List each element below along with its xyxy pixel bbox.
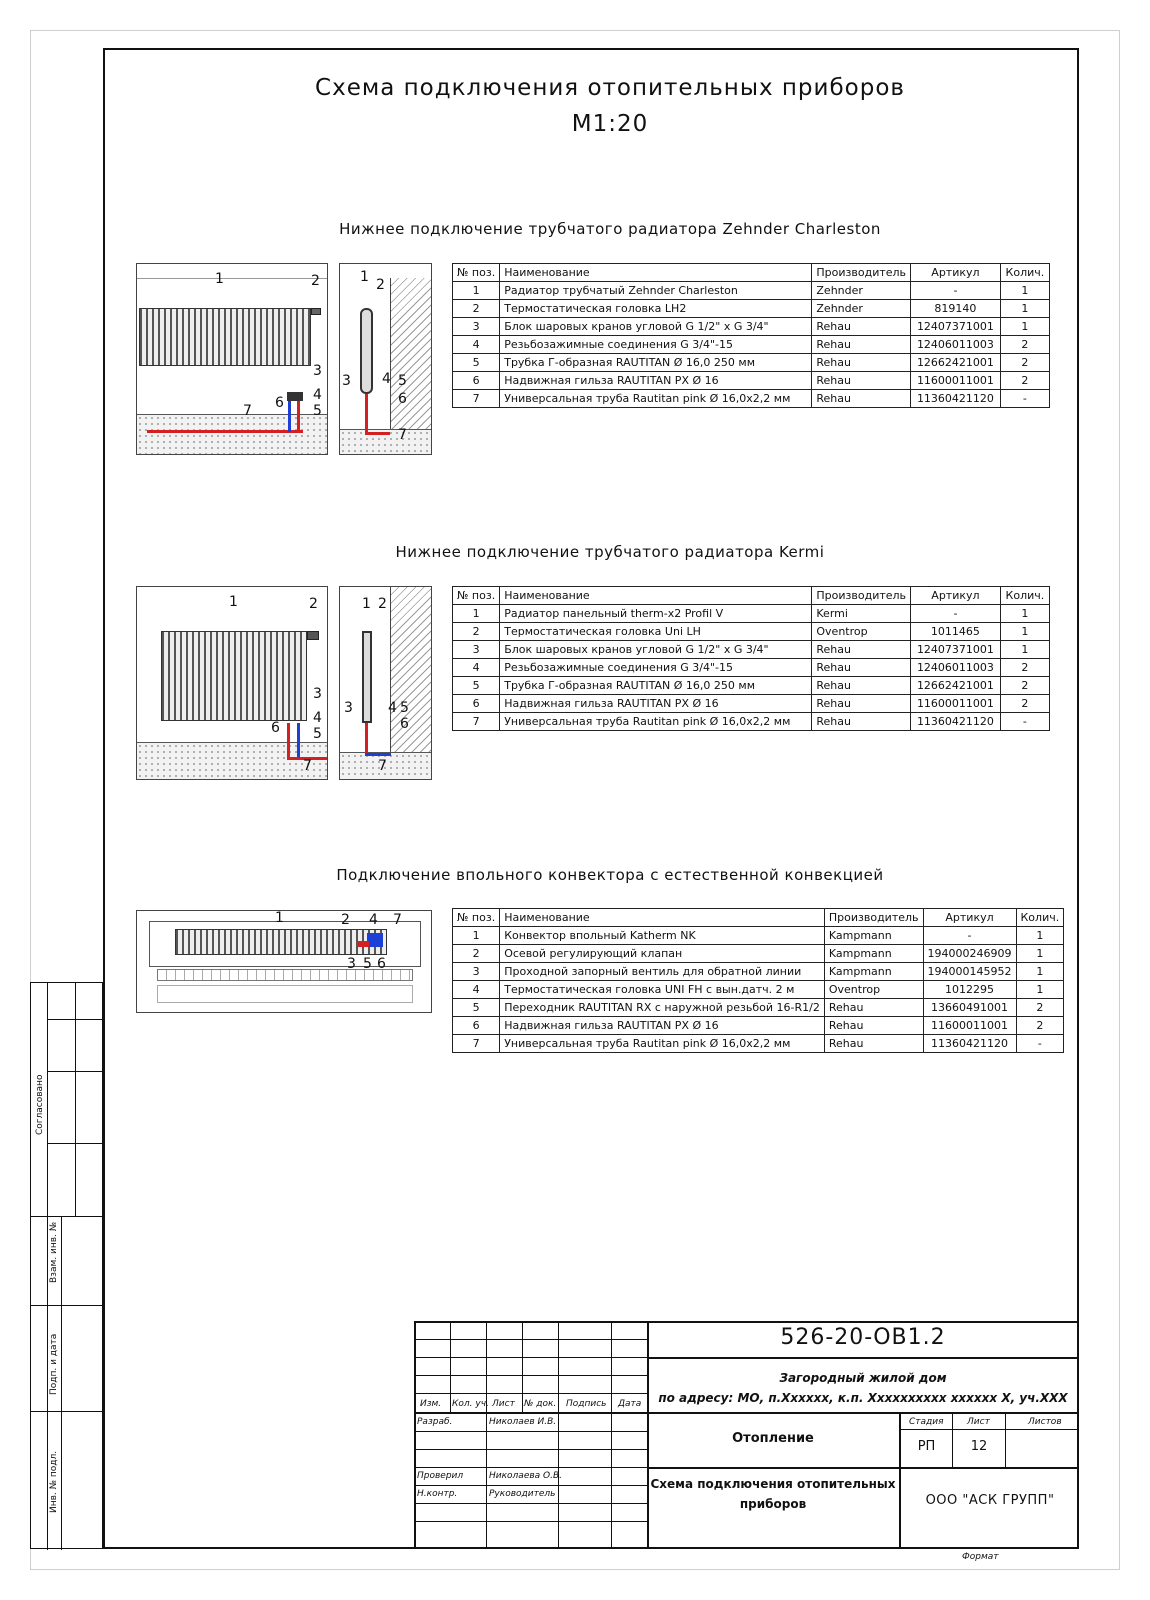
table-row: [453, 677, 1050, 695]
table-cell: 12406011003: [911, 336, 1001, 354]
table-cell: Блок шаровых кранов угловой G 1/2" x G 3/4": [500, 641, 812, 659]
table-row: [453, 354, 1050, 372]
table-row: [453, 1017, 1064, 1035]
table-row: [453, 390, 1050, 408]
callout: 4: [313, 710, 322, 726]
table-cell: 12662421001: [911, 354, 1001, 372]
table-cell: Термостатическая головка UNI FH с вын.датч. 2 м: [500, 981, 825, 999]
table-cell: 1: [1016, 981, 1064, 999]
callout: 2: [341, 912, 350, 928]
table-header-cell: № поз.: [453, 587, 500, 605]
section-3-title: Подключение впольного конвектора с естественной конвекцией: [336, 866, 884, 884]
table-header-cell: Производитель: [812, 587, 911, 605]
table-cell: Zehnder: [812, 282, 911, 300]
table-cell: Rehau: [812, 695, 911, 713]
table-cell: 1012295: [923, 981, 1016, 999]
table-row: [453, 641, 1050, 659]
callout: 6: [275, 395, 284, 411]
table-cell: 5: [453, 354, 500, 372]
callout: 6: [377, 956, 386, 972]
table-row: [453, 1035, 1064, 1053]
table-cell: 13660491001: [923, 999, 1016, 1017]
table-cell: 2: [1000, 354, 1049, 372]
callout: 5: [363, 956, 372, 972]
callout: 1: [362, 596, 371, 612]
table-cell: 12662421001: [911, 677, 1001, 695]
table-cell: Rehau: [812, 641, 911, 659]
thermo-head: [311, 308, 321, 315]
stage-label: Стадия: [909, 1417, 944, 1427]
table-row: [453, 945, 1064, 963]
table-cell: 4: [453, 659, 500, 677]
col-header: Изм.: [420, 1399, 442, 1409]
callout: 5: [398, 373, 407, 389]
table-cell: 1: [1016, 927, 1064, 945]
table-cell: Универсальная труба Rautitan pink Ø 16,0х2,2 мм: [500, 390, 812, 408]
developed-name: Николаев И.В.: [489, 1417, 557, 1427]
radiator-side: [360, 308, 373, 394]
doc-code: 526-20-ОВ1.2: [780, 1325, 946, 1350]
callout: 3: [342, 373, 351, 389]
callout: 1: [360, 269, 369, 285]
side-inv-exchange-label: Взам. инв. №: [49, 1221, 59, 1283]
table-cell: Термостатическая головка LH2: [500, 300, 812, 318]
table-row: [453, 300, 1050, 318]
table-header-cell: Наименование: [500, 264, 812, 282]
callout: 5: [313, 726, 322, 742]
table-cell: Rehau: [812, 336, 911, 354]
callout: 4: [388, 700, 397, 716]
table-cell: -: [1016, 1035, 1064, 1053]
table-cell: Блок шаровых кранов угловой G 1/2" x G 3/4": [500, 318, 812, 336]
table-cell: 1: [1000, 623, 1049, 641]
table-cell: 12406011003: [911, 659, 1001, 677]
table-cell: Трубка Г-образная RAUTITAN Ø 16,0 250 мм: [500, 354, 812, 372]
callout: 1: [229, 594, 238, 610]
table-cell: 7: [453, 390, 500, 408]
spec-table-3: [452, 908, 1064, 1053]
callout: 3: [313, 363, 322, 379]
drawing-name-2: приборов: [739, 1497, 807, 1511]
table-cell: 3: [453, 641, 500, 659]
table-cell: -: [911, 282, 1001, 300]
section-name: Отопление: [732, 1431, 814, 1446]
table-cell: Rehau: [824, 1035, 923, 1053]
table-cell: 3: [453, 318, 500, 336]
table-row: [453, 659, 1050, 677]
callout: 7: [243, 403, 252, 419]
table-cell: Rehau: [812, 372, 911, 390]
table-cell: 7: [453, 1035, 500, 1053]
table-cell: -: [1000, 390, 1049, 408]
callout: 7: [393, 912, 402, 928]
callout: 6: [398, 391, 407, 407]
col-header: Лист: [492, 1399, 515, 1409]
table-cell: 1: [1000, 641, 1049, 659]
drawing-zehnder-side: [339, 263, 432, 455]
table-cell: 11360421120: [911, 390, 1001, 408]
section-2-title: Нижнее подключение трубчатого радиатора Kermi: [395, 543, 825, 561]
table-cell: 3: [453, 963, 500, 981]
object-line-2: по адресу: МО, п.Хххххх, к.п. Хххххххххх хххххх Х, уч.ХХХ: [658, 1391, 1068, 1405]
table-cell: Kermi: [812, 605, 911, 623]
company-name: ООО "АСК ГРУПП": [925, 1493, 1055, 1508]
table-cell: 1: [1000, 318, 1049, 336]
side-stamp: [30, 982, 103, 1549]
table-cell: 194000246909: [923, 945, 1016, 963]
table-header-cell: № поз.: [453, 264, 500, 282]
format-label: Формат: [962, 1552, 999, 1562]
table-cell: Универсальная труба Rautitan pink Ø 16,0х2,2 мм: [500, 1035, 825, 1053]
table-cell: 7: [453, 713, 500, 731]
callout: 1: [215, 271, 224, 287]
table-cell: Kampmann: [824, 945, 923, 963]
table-cell: 6: [453, 372, 500, 390]
norm-name: Руководитель: [489, 1489, 556, 1499]
callout: 2: [311, 273, 320, 289]
table-cell: 2: [1016, 999, 1064, 1017]
table-cell: Rehau: [812, 677, 911, 695]
side-inv-original-label: Инв. № подл.: [49, 1450, 59, 1513]
callout: 2: [376, 277, 385, 293]
callout: 3: [344, 700, 353, 716]
drawing-kermi-front: [136, 586, 328, 780]
table-cell: 4: [453, 336, 500, 354]
col-header: Подпись: [566, 1399, 607, 1409]
table-cell: 5: [453, 999, 500, 1017]
callout: 6: [400, 716, 409, 732]
table-cell: 1: [453, 605, 500, 623]
table-row: [453, 927, 1064, 945]
table-cell: Rehau: [812, 390, 911, 408]
table-header-cell: Наименование: [500, 909, 825, 927]
radiator-zehnder: [139, 308, 311, 366]
sheet-value: 12: [970, 1439, 988, 1454]
table-header-row: [453, 264, 1050, 282]
table-header-cell: Колич.: [1016, 909, 1064, 927]
table-cell: Oventrop: [824, 981, 923, 999]
table-cell: Радиатор трубчатый Zehnder Charleston: [500, 282, 812, 300]
table-header-cell: № поз.: [453, 909, 500, 927]
col-header: Кол. уч.: [452, 1399, 489, 1409]
table-cell: 11600011001: [923, 1017, 1016, 1035]
table-cell: Rehau: [824, 1017, 923, 1035]
table-header-row: [453, 587, 1050, 605]
callout: 4: [313, 387, 322, 403]
callout: 4: [382, 371, 391, 387]
table-cell: 2: [453, 300, 500, 318]
sheets-label: Листов: [1028, 1417, 1062, 1427]
table-cell: 12407371001: [911, 318, 1001, 336]
table-cell: 1011465: [911, 623, 1001, 641]
table-cell: 2: [1000, 372, 1049, 390]
section-1-title: Нижнее подключение трубчатого радиатора Zehnder Charleston: [339, 220, 881, 238]
side-sign-date-label: Подп. и дата: [49, 1333, 59, 1395]
drawing-convector: [136, 910, 432, 1013]
checked-label: Проверил: [417, 1471, 464, 1481]
callout: 1: [275, 910, 284, 926]
side-agreed-label: Согласовано: [35, 1074, 45, 1135]
table-cell: -: [1000, 713, 1049, 731]
table-cell: 11600011001: [911, 695, 1001, 713]
table-cell: Rehau: [824, 999, 923, 1017]
table-cell: Проходной запорный вентиль для обратной линии: [500, 963, 825, 981]
table-header-cell: Артикул: [911, 587, 1001, 605]
table-header-cell: Производитель: [812, 264, 911, 282]
table-row: [453, 318, 1050, 336]
table-cell: Универсальная труба Rautitan pink Ø 16,0х2,2 мм: [500, 713, 812, 731]
table-row: [453, 372, 1050, 390]
table-row: [453, 713, 1050, 731]
table-cell: 2: [1000, 677, 1049, 695]
table-cell: 11360421120: [911, 713, 1001, 731]
drawing-zehnder-front: [136, 263, 328, 455]
table-cell: 1: [1000, 282, 1049, 300]
convector-body: [175, 929, 387, 955]
table-cell: -: [911, 605, 1001, 623]
table-cell: 11360421120: [923, 1035, 1016, 1053]
table-row: [453, 282, 1050, 300]
table-cell: Kampmann: [824, 963, 923, 981]
callout: 3: [347, 956, 356, 972]
table-cell: Rehau: [812, 659, 911, 677]
table-cell: 5: [453, 677, 500, 695]
developed-label: Разраб.: [417, 1417, 453, 1427]
table-cell: 1: [453, 282, 500, 300]
norm-label: Н.контр.: [417, 1489, 458, 1499]
table-cell: 2: [453, 945, 500, 963]
checked-name: Николаева О.В.: [489, 1471, 563, 1481]
table-cell: Rehau: [812, 354, 911, 372]
table-cell: 1: [1016, 945, 1064, 963]
title-block: [414, 1321, 1079, 1549]
table-cell: -: [923, 927, 1016, 945]
table-row: [453, 695, 1050, 713]
spec-table-1: [452, 263, 1050, 408]
table-cell: Термостатическая головка Uni LH: [500, 623, 812, 641]
table-cell: Трубка Г-образная RAUTITAN Ø 16,0 250 мм: [500, 677, 812, 695]
radiator-side: [362, 631, 372, 723]
drawing-kermi-side: [339, 586, 432, 780]
table-cell: 1: [1016, 963, 1064, 981]
table-cell: Резьбозажимные соединения G 3/4"-15: [500, 659, 812, 677]
table-cell: Oventrop: [812, 623, 911, 641]
callout: 6: [271, 720, 280, 736]
col-header: Дата: [618, 1399, 642, 1409]
table-cell: 11600011001: [911, 372, 1001, 390]
table-cell: 2: [1000, 695, 1049, 713]
table-header-cell: Колич.: [1000, 264, 1049, 282]
callout: 5: [400, 700, 409, 716]
table-cell: 2: [1000, 336, 1049, 354]
callout: 7: [398, 427, 407, 443]
table-cell: Надвижная гильза RAUTITAN PX Ø 16: [500, 695, 812, 713]
table-cell: Rehau: [812, 318, 911, 336]
table-cell: 2: [1016, 1017, 1064, 1035]
spec-table-2: [452, 586, 1050, 731]
stage-value: РП: [917, 1439, 936, 1454]
table-cell: 4: [453, 981, 500, 999]
callout: 2: [378, 596, 387, 612]
table-row: [453, 605, 1050, 623]
callout: 2: [309, 596, 318, 612]
sheet-scale: М1:20: [571, 111, 649, 137]
callout: 4: [369, 912, 378, 928]
table-row: [453, 981, 1064, 999]
table-header-cell: Наименование: [500, 587, 812, 605]
table-cell: 6: [453, 695, 500, 713]
table-header-cell: Артикул: [923, 909, 1016, 927]
callout: 7: [303, 758, 312, 774]
col-header: № док.: [524, 1399, 557, 1409]
radiator-kermi: [161, 631, 307, 721]
table-cell: Надвижная гильза RAUTITAN PX Ø 16: [500, 372, 812, 390]
table-header-row: [453, 909, 1064, 927]
drawing-name-1: Схема подключения отопительных: [650, 1477, 896, 1491]
table-cell: 6: [453, 1017, 500, 1035]
table-cell: 12407371001: [911, 641, 1001, 659]
table-cell: 819140: [911, 300, 1001, 318]
table-cell: Резьбозажимные соединения G 3/4"-15: [500, 336, 812, 354]
table-header-cell: Производитель: [824, 909, 923, 927]
table-header-cell: Артикул: [911, 264, 1001, 282]
table-cell: Конвектор впольный Katherm NK: [500, 927, 825, 945]
object-line-1: Загородный жилой дом: [779, 1371, 947, 1385]
table-row: [453, 999, 1064, 1017]
thermo-head: [307, 631, 319, 640]
callout: 7: [378, 758, 387, 774]
table-cell: Надвижная гильза RAUTITAN PX Ø 16: [500, 1017, 825, 1035]
table-cell: 2: [453, 623, 500, 641]
table-cell: Kampmann: [824, 927, 923, 945]
table-cell: 1: [1000, 300, 1049, 318]
sheet-title: Схема подключения отопительных приборов: [315, 75, 905, 101]
callout: 5: [313, 403, 322, 419]
table-row: [453, 623, 1050, 641]
table-header-cell: Колич.: [1000, 587, 1049, 605]
table-cell: Zehnder: [812, 300, 911, 318]
table-cell: Радиатор панельный therm-x2 Profil V: [500, 605, 812, 623]
table-row: [453, 963, 1064, 981]
table-cell: Rehau: [812, 713, 911, 731]
sheet-label: Лист: [967, 1417, 990, 1427]
table-cell: Переходник RAUTITAN RX с наружной резьбой 16-R1/2: [500, 999, 825, 1017]
table-cell: Осевой регулирующий клапан: [500, 945, 825, 963]
table-cell: 2: [1000, 659, 1049, 677]
callout: 3: [313, 686, 322, 702]
table-cell: 194000145952: [923, 963, 1016, 981]
table-cell: 1: [453, 927, 500, 945]
table-row: [453, 336, 1050, 354]
table-cell: 1: [1000, 605, 1049, 623]
